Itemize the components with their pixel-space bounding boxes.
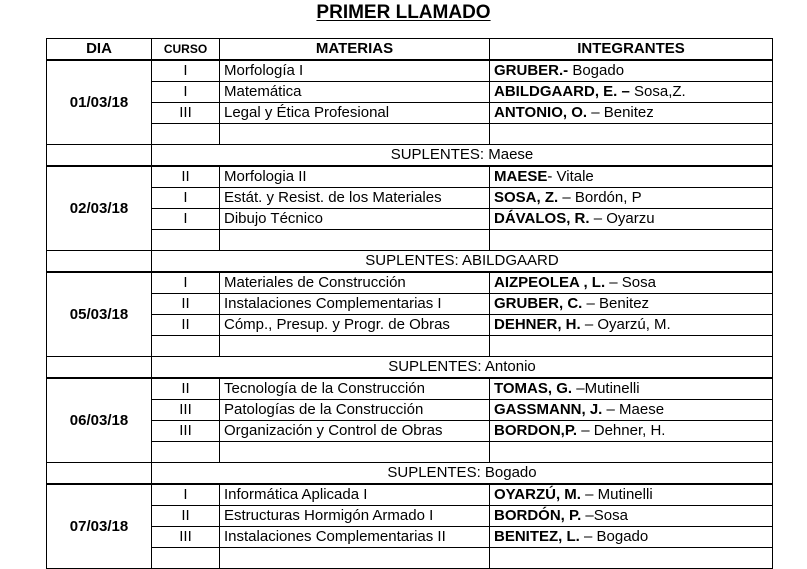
suplentes-cell: SUPLENTES: Antonio: [152, 357, 773, 379]
integrante-rest: – Oyarzu: [589, 210, 655, 227]
empty-cell: [220, 336, 490, 357]
table-row: [47, 272, 773, 294]
materia-cell: Informática Aplicada I: [220, 484, 490, 506]
date-group: [47, 60, 773, 166]
empty-cell: [47, 145, 152, 167]
integrante-rest: Sosa,Z.: [629, 83, 686, 100]
date-group: [47, 378, 773, 484]
blank-row: [47, 336, 773, 357]
integrantes-cell: [490, 527, 773, 548]
materia-cell: Matemática: [220, 82, 490, 103]
integrantes-cell: [490, 103, 773, 124]
date-group: [47, 166, 773, 272]
date-cell: 02/03/18: [47, 166, 152, 251]
date-cell: 07/03/18: [47, 484, 152, 569]
integrante-rest: –Sosa: [581, 507, 628, 524]
table-row: [47, 378, 773, 400]
table-row: [47, 527, 773, 548]
integrante-name: SOSA, Z.: [494, 189, 559, 206]
empty-cell: [220, 548, 490, 569]
integrante-name: OYARZÚ, M.: [494, 486, 581, 503]
integrante-rest: – Mutinelli: [580, 486, 653, 503]
integrante-name: BENITEZ, L.: [494, 528, 580, 545]
blank-row: [47, 230, 773, 251]
empty-cell: [152, 336, 220, 357]
curso-cell: III: [152, 527, 220, 548]
header-row: [47, 39, 773, 61]
integrante-rest: – Benitez: [587, 104, 654, 121]
header-dia: DIA: [47, 39, 152, 61]
table-row: [47, 506, 773, 527]
table-row: [47, 60, 773, 82]
curso-cell: II: [152, 378, 220, 400]
integrantes-cell: [490, 294, 773, 315]
materia-cell: Tecnología de la Construcción: [220, 378, 490, 400]
integrante-name: DÁVALOS, R.: [494, 210, 590, 227]
empty-cell: [220, 442, 490, 463]
materia-cell: Estát. y Resist. de los Materiales: [220, 188, 490, 209]
materia-cell: Morfología I: [220, 60, 490, 82]
integrante-name: TOMAS, G.: [494, 380, 573, 397]
integrantes-cell: [490, 506, 773, 527]
curso-cell: II: [152, 315, 220, 336]
table-row: [47, 400, 773, 421]
integrantes-cell: [490, 166, 773, 188]
integrante-rest: – Bogado: [579, 528, 649, 545]
suplentes-cell: SUPLENTES: ABILDGAARD: [152, 251, 773, 273]
integrante-name: ANTONIO, O.: [494, 104, 588, 121]
integrantes-cell: [490, 421, 773, 442]
curso-cell: III: [152, 103, 220, 124]
curso-cell: III: [152, 421, 220, 442]
materia-cell: Legal y Ética Profesional: [220, 103, 490, 124]
materia-cell: Cómp., Presup. y Progr. de Obras: [220, 315, 490, 336]
empty-cell: [220, 230, 490, 251]
empty-cell: [152, 548, 220, 569]
empty-cell: [490, 336, 773, 357]
integrantes-cell: [490, 400, 773, 421]
suplentes-row: [47, 145, 773, 167]
integrante-rest: – Dehner, H.: [577, 422, 666, 439]
curso-cell: I: [152, 60, 220, 82]
suplentes-cell: SUPLENTES: Maese: [152, 145, 773, 167]
curso-cell: II: [152, 506, 220, 527]
curso-cell: III: [152, 400, 220, 421]
integrantes-cell: [490, 209, 773, 230]
suplentes-cell: SUPLENTES: Bogado: [152, 463, 773, 485]
table-row: [47, 166, 773, 188]
blank-row: [47, 548, 773, 569]
blank-row: [47, 124, 773, 145]
table-row: [47, 82, 773, 103]
integrante-name: GRUBER.-: [494, 62, 569, 79]
integrantes-cell: [490, 484, 773, 506]
suplentes-row: [47, 251, 773, 273]
date-group: [47, 272, 773, 378]
integrante-name: MAESE: [494, 168, 548, 185]
integrante-name: GASSMANN, J.: [494, 401, 603, 418]
integrante-rest: – Benitez: [582, 295, 650, 312]
table-row: [47, 103, 773, 124]
empty-cell: [152, 442, 220, 463]
table-row: [47, 188, 773, 209]
suplentes-row: [47, 357, 773, 379]
materia-cell: Morfologia II: [220, 166, 490, 188]
curso-cell: I: [152, 484, 220, 506]
curso-cell: II: [152, 166, 220, 188]
integrante-name: ABILDGAARD, E. –: [494, 83, 630, 100]
integrante-name: DEHNER, H.: [494, 316, 581, 333]
empty-cell: [220, 124, 490, 145]
empty-cell: [490, 442, 773, 463]
date-cell: 06/03/18: [47, 378, 152, 463]
curso-cell: I: [152, 209, 220, 230]
exam-schedule-table: [46, 38, 773, 569]
materia-cell: Instalaciones Complementarias II: [220, 527, 490, 548]
curso-cell: I: [152, 82, 220, 103]
integrante-name: BORDÓN, P.: [494, 507, 582, 524]
integrante-rest: – Oyarzú, M.: [580, 316, 671, 333]
curso-cell: I: [152, 188, 220, 209]
integrante-rest: - Vitale: [547, 168, 594, 185]
empty-cell: [490, 230, 773, 251]
empty-cell: [490, 548, 773, 569]
integrantes-cell: [490, 272, 773, 294]
curso-cell: II: [152, 294, 220, 315]
empty-cell: [47, 463, 152, 485]
empty-cell: [47, 357, 152, 379]
integrante-name: AIZPEOLEA , L.: [494, 274, 606, 291]
integrante-name: GRUBER, C.: [494, 295, 583, 312]
materia-cell: Instalaciones Complementarias I: [220, 294, 490, 315]
integrante-rest: – Bordón, P: [558, 189, 642, 206]
integrantes-cell: [490, 60, 773, 82]
empty-cell: [47, 251, 152, 273]
integrantes-cell: [490, 315, 773, 336]
materia-cell: Dibujo Técnico: [220, 209, 490, 230]
materia-cell: Estructuras Hormigón Armado I: [220, 506, 490, 527]
date-cell: 01/03/18: [47, 60, 152, 145]
blank-row: [47, 442, 773, 463]
page-title: PRIMER LLAMADO: [316, 2, 491, 23]
header-integrantes: INTEGRANTES: [490, 39, 773, 61]
empty-cell: [152, 124, 220, 145]
header-curso: CURSO: [152, 39, 220, 61]
integrantes-cell: [490, 82, 773, 103]
table-row: [47, 484, 773, 506]
table-row: [47, 421, 773, 442]
integrante-rest: –Mutinelli: [572, 380, 640, 397]
curso-cell: I: [152, 272, 220, 294]
integrante-rest: Bogado: [568, 62, 625, 79]
date-cell: 05/03/18: [47, 272, 152, 357]
table-row: [47, 315, 773, 336]
integrante-name: BORDON,P.: [494, 422, 578, 439]
empty-cell: [490, 124, 773, 145]
table-row: [47, 209, 773, 230]
date-group: [47, 484, 773, 569]
suplentes-row: [47, 463, 773, 485]
materia-cell: Organización y Control de Obras: [220, 421, 490, 442]
header-materias: MATERIAS: [220, 39, 490, 61]
materia-cell: Materiales de Construcción: [220, 272, 490, 294]
integrantes-cell: [490, 378, 773, 400]
materia-cell: Patologías de la Construcción: [220, 400, 490, 421]
table-row: [47, 294, 773, 315]
empty-cell: [152, 230, 220, 251]
integrante-rest: – Sosa: [605, 274, 656, 291]
integrantes-cell: [490, 188, 773, 209]
integrante-rest: – Maese: [602, 401, 665, 418]
